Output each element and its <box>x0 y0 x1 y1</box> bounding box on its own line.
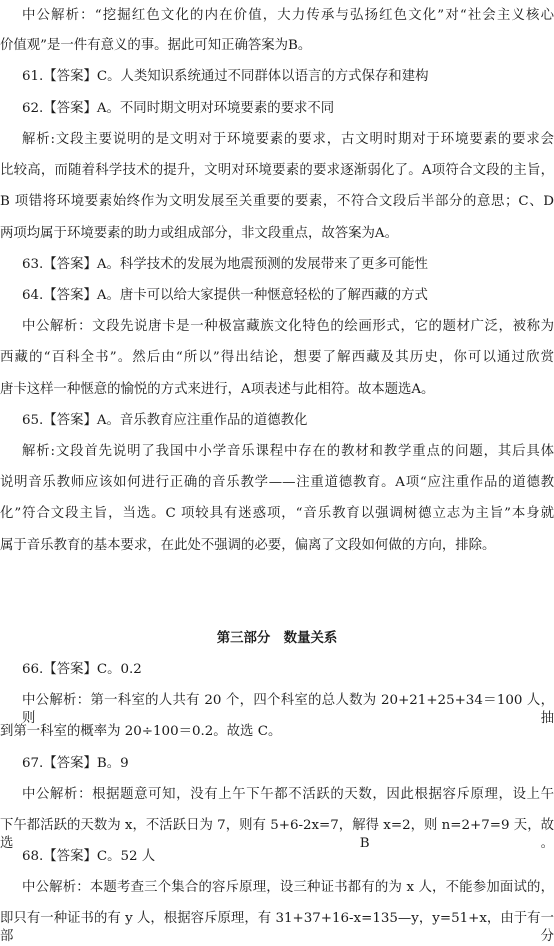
text-line: 下午都活跃的天数为 x，不活跃日为 7，则有 5+6-2x=7，解得 x=2，则 n=2+7=9 天，故选 B。 <box>0 818 554 851</box>
answer-line: 66.【答案】C。0.2 <box>22 662 142 677</box>
text-line: 中公解析：文段先说唐卡是一种极富藏族文化特色的绘画形式，它的题材广泛，被称为 <box>22 319 554 334</box>
text-line: 中公解析：“挖掘红色文化的内在价值，大力传承与弘扬红色文化”对“社会主义核心 <box>22 8 554 23</box>
answer-line: 65.【答案】A。音乐教育应注重作品的道德教化 <box>22 413 308 428</box>
text-line: B 项错将环境要素始终作为文明发展至关重要的要素，不符合文段后半部分的意思；C、D <box>0 194 554 209</box>
section-heading: 第三部分 数量关系 <box>216 631 338 646</box>
answer-line: 62.【答案】A。不同时期文明对环境要素的要求不同 <box>22 101 335 116</box>
text-line: 比较高，而随着科学技术的提升，文明对环境要素的要求逐渐弱化了。A项符合文段的主旨， <box>0 163 554 178</box>
text-line: 即只有一种证书的有 y 人，根据容斥原理，有 31+37+16-x=135—y，y=51+x，由于有一部分 <box>0 911 554 944</box>
text-line: 两项均属于环境要素的助力或组成部分，非文段重点，故答案为A。 <box>0 226 398 241</box>
answer-line: 68.【答案】C。52 人 <box>22 849 156 864</box>
text-line: 属于音乐教育的基本要求，在此处不强调的必要，偏离了文段如何做的方向，排除。 <box>0 538 496 553</box>
answer-line: 67.【答案】B。9 <box>22 756 129 771</box>
text-line: 说明音乐教师应该如何进行正确的音乐教学——注重道德教育。A项“应注重作品的道德教 <box>0 475 554 490</box>
text-line: 化”符合文段主旨，当选。C 项较具有迷惑项，“音乐教育以强调树德立志为主旨”本身就 <box>0 506 554 521</box>
answer-line: 63.【答案】A。科学技术的发展为地震预测的发展带来了更多可能性 <box>22 257 428 272</box>
text-line: 唐卡这样一种惬意的愉悦的方式来进行，A项表述与此相符。故本题选A。 <box>0 382 435 397</box>
text-line: 中公解析：根据题意可知，没有上午下午都不活跃的天数，因此根据容斥原理，设上午 <box>22 787 554 802</box>
text-line: 中公解析：第一科室的人共有 20 个，四个科室的总人数为 20+21+25+34＝100 人，则抽 <box>22 693 554 726</box>
text-line: 解析:文段主要说明的是文明对于环境要素的要求，古文明时期对于环境要素的要求会 <box>22 132 554 147</box>
text-line: 解析:文段首先说明了我国中小学音乐课程中存在的教材和教学重点的问题，其后具体 <box>22 444 554 459</box>
answer-line: 61.【答案】C。人类知识系统通过不同群体以语言的方式保存和建构 <box>22 69 429 84</box>
text-line: 中公解析：本题考查三个集合的容斥原理，设三种证书都有的为 x 人，不能参加面试的， <box>22 880 554 895</box>
text-line: 西藏的“百科全书”。然后由“所以”得出结论，想要了解西藏及其历史，你可以通过欣赏 <box>0 350 554 365</box>
answer-line: 64.【答案】A。唐卡可以给大家提供一种惬意轻松的了解西藏的方式 <box>22 288 428 303</box>
text-line: 价值观”是一件有意义的事。据此可知正确答案为B。 <box>0 38 312 53</box>
text-line: 到第一科室的概率为 20÷100＝0.2。故选 C。 <box>0 724 282 739</box>
